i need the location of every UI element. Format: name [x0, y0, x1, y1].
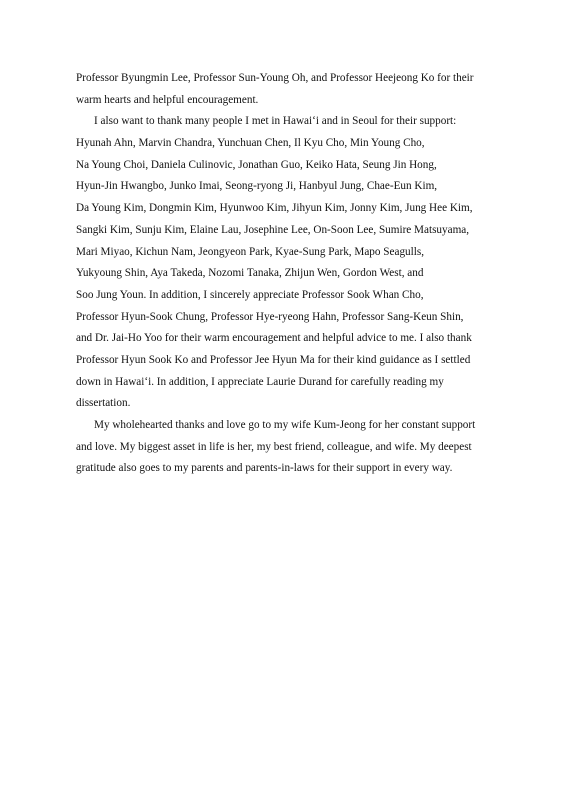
text-line: Na Young Choi, Daniela Culinovic, Jonathan Guo, Keiko Hata, Seung Jin Hong,: [76, 158, 437, 171]
acknowledgements-text: [76, 68, 516, 480]
text-line: warm hearts and helpful encouragement.: [76, 93, 259, 106]
text-line: dissertation.: [76, 397, 131, 410]
text-line: gratitude also goes to my parents and parents-in-laws for their support in every way.: [76, 462, 453, 475]
text-line: Mari Miyao, Kichun Nam, Jeongyeon Park, Kyae-Sung Park, Mapo Seagulls,: [76, 245, 424, 258]
text-line: Sangki Kim, Sunju Kim, Elaine Lau, Josephine Lee, On-Soon Lee, Sumire Matsuyama,: [76, 223, 470, 236]
text-line: Soo Jung Youn. In addition, I sincerely appreciate Professor Sook Whan Cho,: [76, 288, 424, 301]
text-line: Professor Byungmin Lee, Professor Sun-Young Oh, and Professor Heejeong Ko for their: [76, 72, 474, 84]
text-line: Hyun-Jin Hwangbo, Junko Imai, Seong-ryong Ji, Hanbyul Jung, Chae-Eun Kim,: [76, 180, 438, 193]
text-line: down in Hawai‘i. In addition, I appreciate Laurie Durand for carefully reading my: [76, 375, 444, 388]
text-line: Professor Hyun Sook Ko and Professor Jee Hyun Ma for their kind guidance as I settled: [76, 353, 471, 366]
text-line: and love. My biggest asset in life is her, my best friend, colleague, and wife. My deepest: [76, 440, 472, 453]
text-line: My wholehearted thanks and love go to my wife Kum-Jeong for her constant support: [94, 419, 476, 431]
text-line: Yukyoung Shin, Aya Takeda, Nozomi Tanaka, Zhijun Wen, Gordon West, and: [76, 267, 424, 280]
text-line: Professor Hyun-Sook Chung, Professor Hye-ryeong Hahn, Professor Sang-Keun Shin,: [76, 310, 464, 323]
text-line: Da Young Kim, Dongmin Kim, Hyunwoo Kim, Jihyun Kim, Jonny Kim, Jung Hee Kim,: [76, 202, 473, 215]
text-line: and Dr. Jai-Ho Yoo for their warm encouragement and helpful advice to me. I also thank: [76, 332, 472, 345]
text-line: Hyunah Ahn, Marvin Chandra, Yunchuan Chen, Il Kyu Cho, Min Young Cho,: [76, 137, 425, 150]
text-line: I also want to thank many people I met in Hawai‘i and in Seoul for their support:: [94, 115, 457, 128]
